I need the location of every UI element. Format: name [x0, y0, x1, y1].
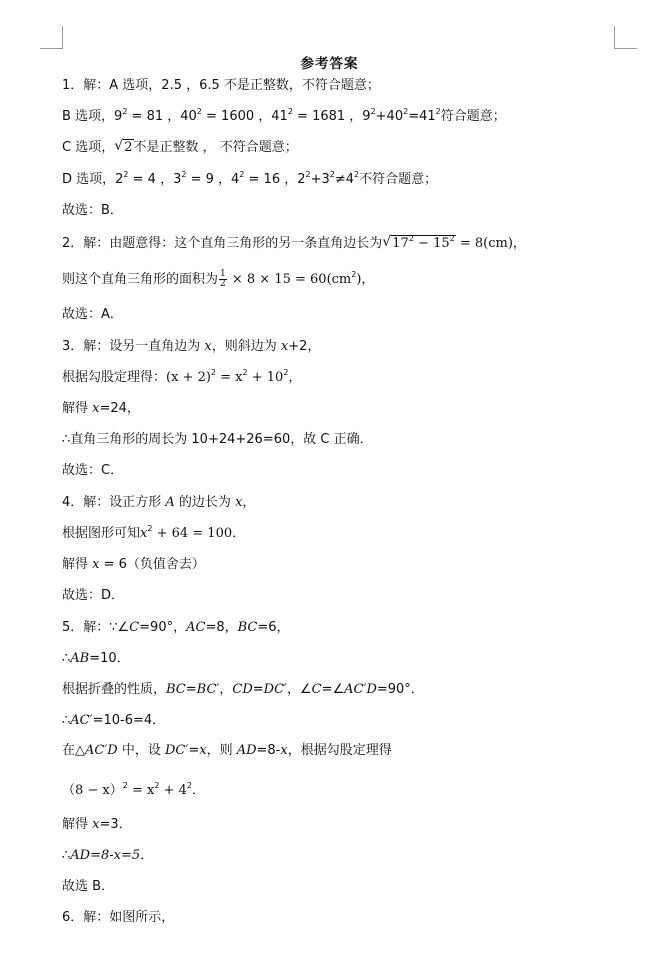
answer-5-line-2: ∴AB=10．: [62, 651, 130, 666]
answer-6-line-1: 6．解：如图所示，: [62, 910, 175, 925]
answer-5-line-9: 故选 B．: [62, 879, 115, 894]
answer-5-line-4: ∴AC′=10-6=4．: [62, 713, 166, 728]
answer-4-line-4: 故选：D．: [62, 588, 125, 603]
fraction-one-half: $\frac{1}{2}$: [220, 269, 226, 289]
answer-2-line-2: 则这个直角三角形的面积为 $\frac{1}{2}$ × $8 \times 15 = 60(cm^2)$，: [62, 269, 375, 289]
answer-5-line-1: 5．解：∵∠C=90°，AC=8，BC=6，: [62, 620, 290, 635]
answer-5-line-5: 在△AC′D 中，设 DC′=x，则 AD=8-x，根据勾股定理得: [62, 743, 392, 758]
answer-4-line-1: 4．解：设正方形 A 的边长为 x，: [62, 495, 256, 510]
answer-2-line-1: 2．解：由题意得：这个直角三角形的另一条直角边长为√ $17^2 - 15^2 = 8(cm)$，: [62, 236, 526, 252]
sqrt-symbol: √ 2: [114, 140, 133, 156]
answer-5-line-3: 根据折叠的性质，BC=BC′，CD=DC′，∠C=∠AC′D=90°．: [62, 682, 424, 697]
answer-1-line-1: 1．解：A 选项，2.5 ，6.5 不是正整数，不符合题意；: [62, 78, 380, 93]
answer-4-line-2: 根据图形可知$x^2 + 64 = 100$．: [62, 524, 246, 541]
answer-1-line-2: B 选项，$9^2 = 81$ ，$40^2 = 1600$ ，$41^2 = 1681$ ，$9^2+40^2=41^2$符合题意；: [62, 107, 506, 124]
answer-3-line-2: 根据勾股定理得：$(x + 2)^2 = x^2 + 10^2$，: [62, 368, 302, 385]
sqrt-symbol: √ $17^2 - 15^2$: [382, 236, 455, 252]
answer-5-line-8: ∴AD=8-x=5．: [62, 848, 154, 863]
page-corner-mark-left: [40, 26, 63, 49]
answer-3-line-5: 故选：C．: [62, 463, 124, 478]
answer-2-line-3: 故选：A．: [62, 307, 123, 322]
answer-3-line-3: 解得 x=24，: [62, 401, 140, 416]
answer-4-line-3: 解得 x = 6（负值舍去）: [62, 557, 205, 572]
answer-1-line-4: D 选项，$2^2 = 4$ ，$3^2 = 9$ ，$4^2 = 16$ ，$2^2+3^2\ne 4^2$不符合题意；: [62, 170, 438, 187]
answer-1-line-3: C 选项，√ 2不是正整数 ， 不符合题意；: [62, 140, 298, 156]
answer-5-line-6: $(8 - x)^2 = x^2 + 4^2$．: [62, 781, 205, 798]
answer-3-line-1: 3．解：设另一直角边为 x，则斜边为 x+2，: [62, 339, 321, 354]
answer-1-line-5: 故选：B．: [62, 203, 123, 218]
answer-3-line-4: ∴直角三角形的周长为 10+24+26=60，故 C 正确．: [62, 432, 373, 447]
page-title: 参考答案: [300, 56, 359, 72]
page-corner-mark-right: [614, 26, 637, 49]
answer-5-line-7: 解得 x=3．: [62, 817, 132, 832]
